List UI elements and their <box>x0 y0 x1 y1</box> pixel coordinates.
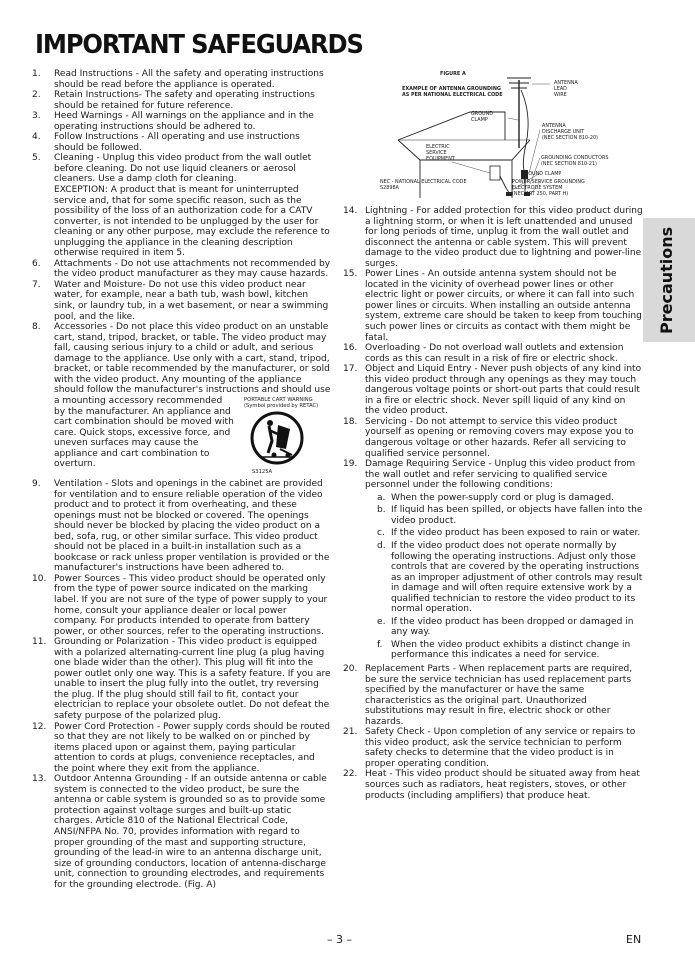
sub-item-letter: d. <box>377 540 386 551</box>
list-item <box>343 459 643 491</box>
item-number: 14. <box>343 206 358 216</box>
discharge-unit-label-1: ANTENNA <box>542 123 566 129</box>
sub-item-text: If the video product has been dropped or damaged in any way. <box>391 616 634 638</box>
portable-cart-warning <box>240 397 332 477</box>
cart-warning-title: PORTABLE CART WARNING <box>244 396 313 403</box>
item-number: 11. <box>32 637 47 648</box>
sub-list-item <box>343 528 643 539</box>
item-text: Retain Instructions- The safety and operating instructions should be retained for future reference. <box>54 90 315 111</box>
item-text: Power Sources - This video product should be operated only from the type of power source indicated on the marking label. If you are not sure of the type of power supply to your home, consult your appliance dealer or local power company. For products intended to operate from battery power, or other sources, refer to the operating instructions. <box>54 573 328 637</box>
sub-list-item <box>343 541 643 615</box>
safeguards-left-column <box>32 69 332 890</box>
item-text: Safety Check - Upon completion of any service or repairs to this video product, ask the service technician to perform safety checks to determine that the video product is in proper operating condition. <box>365 727 636 769</box>
sub-item-letter: b. <box>377 505 386 516</box>
list-item <box>343 364 643 417</box>
service-equipment-label-1: ELECTRIC <box>426 144 450 150</box>
language-indicator: EN <box>626 933 642 946</box>
cart-warning-label <box>244 397 334 409</box>
list-item <box>32 637 332 721</box>
sub-list-item <box>343 617 643 638</box>
item-number: 22. <box>343 769 358 780</box>
item-text: Servicing - Do not attempt to service this video product yourself as opening or removing covers may expose you to dangerous voltage or other hazards. Refer all servicing to qualified service personnel. <box>365 416 634 459</box>
item-number: 4. <box>32 132 41 143</box>
item-number: 7. <box>32 279 41 290</box>
sub-list-item <box>343 493 643 504</box>
item-number: 10. <box>32 573 47 584</box>
item-text: Power Lines - An outside antenna system should not be located in the vicinity of overhead power lines or other electric light or power circuits, or where it can fall into such power lines or circuits. When installing an outside antenna system, extreme care should be taken to keep from touching such power lines or circuits as contact with them might be fatal. <box>365 269 642 343</box>
cart-code: S3125A <box>252 468 273 475</box>
item-text: Overloading - Do not overload wall outlets and extension cords as this can result in a risk of fire or electric shock. <box>365 343 624 364</box>
antenna-lead-wire-label-1: ANTENNA <box>554 80 578 86</box>
grounding-conductors-label-2: (NEC SECTION 810-21) <box>541 161 597 167</box>
list-item <box>32 69 332 90</box>
sub-list-item <box>343 505 643 526</box>
item-text: Water and Moisture- Do not use this video product near water, for example, near a bath tub, wash bowl, kitchen sink, or laundry tub, in a wet basement, or near a swimming pool, and the like. <box>54 279 329 322</box>
service-equipment-label-3: EQUIPMENT <box>426 156 455 162</box>
item-number: 6. <box>32 258 41 269</box>
cart-tip-over-icon <box>250 411 304 465</box>
list-item <box>343 769 643 801</box>
item-number: 19. <box>343 459 358 470</box>
discharge-unit-label-3: (NEC SECTION 810-20) <box>542 135 598 141</box>
item-text: Read Instructions - All the safety and operating instructions should be read before the appliance is operated. <box>54 69 324 90</box>
item-text: Follow Instructions - All operating and use instructions should be followed. <box>54 132 300 153</box>
sub-item-text: If the video product has been exposed to rain or water. <box>391 528 641 539</box>
discharge-unit-label-2: DISCHARGE UNIT <box>542 129 585 135</box>
item-number: 12. <box>32 721 47 732</box>
sub-item-text: If liquid has been spilled, or objects have fallen into the video product. <box>391 505 643 526</box>
item-text: Replacement Parts - When replacement parts are required, be sure the service technician has used replacement parts specified by the manufacturer or have the same characteristics as the original part. Unauthorized substitutions may result in fire, electric shock or other hazards. <box>365 663 633 727</box>
item-text: Power Cord Protection - Power supply cords should be routed so that they are not likely to be walked on or pinched by items placed upon or against them, paying particular attention to cords at plugs, convenience receptacles, and the point where they exit from the appliance. <box>54 721 331 774</box>
list-item <box>32 259 332 280</box>
ground-clamp-top-label-1: GROUND <box>471 111 494 117</box>
list-item <box>32 153 332 258</box>
item-number: 17. <box>343 364 358 375</box>
figure-code: S2898A <box>380 185 399 191</box>
item-text: Damage Requiring Service - Unplug this video product from the wall outlet and refer servicing to qualified service personnel under the following conditions: <box>365 459 636 491</box>
sub-list-item <box>343 640 643 661</box>
list-item <box>343 417 643 459</box>
list-item <box>343 664 643 727</box>
sub-item-letter: c. <box>377 528 385 539</box>
item-number: 9. <box>32 478 41 489</box>
list-item <box>32 280 332 322</box>
safeguards-right-column <box>343 206 643 801</box>
item-number: 20. <box>343 663 358 674</box>
sub-item-text: When the power-supply cord or plug is damaged. <box>391 492 615 503</box>
power-service-label-3: (NEC ART 250, PART H) <box>512 191 569 197</box>
antenna-lead-wire-label-2: LEAD <box>554 86 567 92</box>
item-number: 2. <box>32 90 41 101</box>
list-item <box>343 343 643 364</box>
list-item <box>32 774 332 890</box>
item-text: Ventilation - Slots and openings in the cabinet are provided for ventilation and to ensure reliable operation of the video product and to protect it from overheating, and these openings must not be blocked or covered. The openings should never be blocked by placing the video product on a bed, sofa, rug, or other similar surface. This video product should not be placed in a built-in installation such as a bookcase or rack unless proper ventilation is provided or the manufacturer's instructions have been adhered to. <box>54 478 330 574</box>
list-item <box>32 574 332 637</box>
sub-item-letter: e. <box>377 616 386 627</box>
sub-item-text: If the video product does not operate normally by following the operating instructions. Adjust only those controls that are covered by the operating instructions as an improper adjustment of other controls may result in damage and will often require extensive work by a qualified technician to restore the video product to its normal operation. <box>391 540 643 615</box>
power-service-label-2: ELECTRODE SYSTEM <box>512 185 563 191</box>
item-body <box>54 322 332 479</box>
list-item <box>343 206 643 269</box>
item-number: 21. <box>343 727 358 738</box>
sub-item-letter: a. <box>377 492 386 503</box>
item-number: 1. <box>32 69 41 79</box>
service-equipment-label-2: SERVICE <box>426 150 447 156</box>
sub-item-text: When the video product exhibits a distinct change in performance this indicates a need for service. <box>391 639 631 661</box>
figure-label: FIGURE A <box>440 71 466 77</box>
page-number: – 3 – <box>327 933 352 946</box>
figure-heading-line2: AS PER NATIONAL ELECTRICAL CODE <box>402 92 503 98</box>
item-number: 16. <box>343 343 358 354</box>
item-text-continued: a mounting accessory recommended by the manufacturer. An appliance and cart combination should be moved with care. Quick stops, excessive force, and uneven surfaces may cause the appliance and cart combination to overturn. <box>54 395 234 470</box>
power-service-label-1: POWER SERVICE GROUNDING <box>512 179 585 185</box>
list-item <box>32 479 332 574</box>
antenna-lead-wire-label-3: WIRE <box>554 92 567 98</box>
list-item <box>32 722 332 775</box>
figure-heading-line1: EXAMPLE OF ANTENNA GROUNDING <box>402 86 501 92</box>
cart-warning-credit: (Symbol provided by RETAC) <box>244 402 319 409</box>
list-item <box>343 727 643 769</box>
list-item <box>32 90 332 111</box>
item-number: 15. <box>343 269 358 280</box>
item-number: 5. <box>32 153 41 164</box>
item-text: Object and Liquid Entry - Never push objects of any kind into this video product through any openings as they may touch dangerous voltage points or short-out parts that could result in a fire or electric shock. Never spill liquid of any kind on the video product. <box>365 364 642 417</box>
item-text: Grounding or Polarization - This video product is equipped with a polarized alternating-current line plug (a plug having one blade wider than the other). This plug will fit into the power outlet only one way. This is a safety feature. If you are unable to insert the plug fully into the outlet, try reversing the plug. If the plug should still fail to fit, contact your electrician to replace your obsolete outlet. Do not defeat the safety purpose of the polarized plug. <box>54 637 331 721</box>
item-number: 8. <box>32 322 41 333</box>
item-text: Outdoor Antenna Grounding - If an outside antenna or cable system is connected to the video product, be sure the antenna or cable system is grounded so as to provide some protection against voltage surges and built-up static charges. Article 810 of the National Electrical Code, ANSI/NFPA No. 70, provides information with regard to proper grounding of the mast and supporting structure, grounding of the lead-in wire to an antenna discharge unit, size of grounding conductors, location of antenna-discharge unit, connection to grounding electrodes, and requirements for the grounding electrode. (Fig. A) <box>54 774 327 890</box>
item-text: Attachments - Do not use attachments not recommended by the video product manufacturer as they may cause hazards. <box>54 258 331 280</box>
item-text: Accessories - Do not place this video product on an unstable cart, stand, tripod, bracket, or table. The video product may fall, causing serious injury to a child or adult, and serious damage to the appliance. Use only with a cart, stand, tripod, bracket, or table recommended by the manufacturer, or sold with the video product. Any mounting of the appliance should follow the manufacturer's instructions and should use <box>54 322 331 396</box>
list-item <box>343 269 643 343</box>
page-title: IMPORTANT SAFEGUARDS <box>35 30 363 60</box>
ground-clamp-top-label-2: CLAMP <box>471 117 488 123</box>
item-text: Cleaning - Unplug this video product from the wall outlet before cleaning. Do not use liquid cleaners or aerosol cleaners. Use a damp cloth for cleaning. <box>54 153 312 185</box>
list-item <box>32 322 332 479</box>
item-number: 18. <box>343 416 358 427</box>
item-number: 3. <box>32 111 41 122</box>
sub-item-letter: f. <box>377 639 383 650</box>
item-text: Lightning - For added protection for this video product during a lightning storm, or when it is left unattended and unused for long periods of time, unplug it from the wall outlet and disconnect the antenna or cable system. This will prevent damage to the video product due to lightning and power-line surges. <box>365 206 643 269</box>
item-body <box>54 153 332 258</box>
item-number: 13. <box>32 774 47 785</box>
item-exception-text: EXCEPTION: A product that is meant for uninterrupted service and, that for some specific reason, such as the possibility of the loss of an authorization code for a CATV converter, is not intended to be unplugged by the user for cleaning or any other purpose, may exclude the reference to unplugging the appliance in the cleaning description otherwise required in item 5. <box>54 185 330 259</box>
list-item <box>32 132 332 153</box>
nec-note: NEC - NATIONAL ELECTRICAL CODE <box>380 179 467 185</box>
item-text: Heat - This video product should be situated away from heat sources such as radiators, heat registers, stoves, or other products (including amplifiers) that produce heat. <box>365 769 640 801</box>
section-tab-label: Precautions <box>657 226 676 334</box>
antenna-grounding-figure <box>380 70 636 202</box>
list-item <box>32 111 332 132</box>
grounding-conductors-label-1: GROUNDING CONDUCTORS <box>541 155 609 161</box>
ground-clamp-bottom-label: GROUND CLAMP <box>521 171 562 177</box>
item-text: Heed Warnings - All warnings on the appliance and in the operating instructions should be adhered to. <box>54 111 314 132</box>
